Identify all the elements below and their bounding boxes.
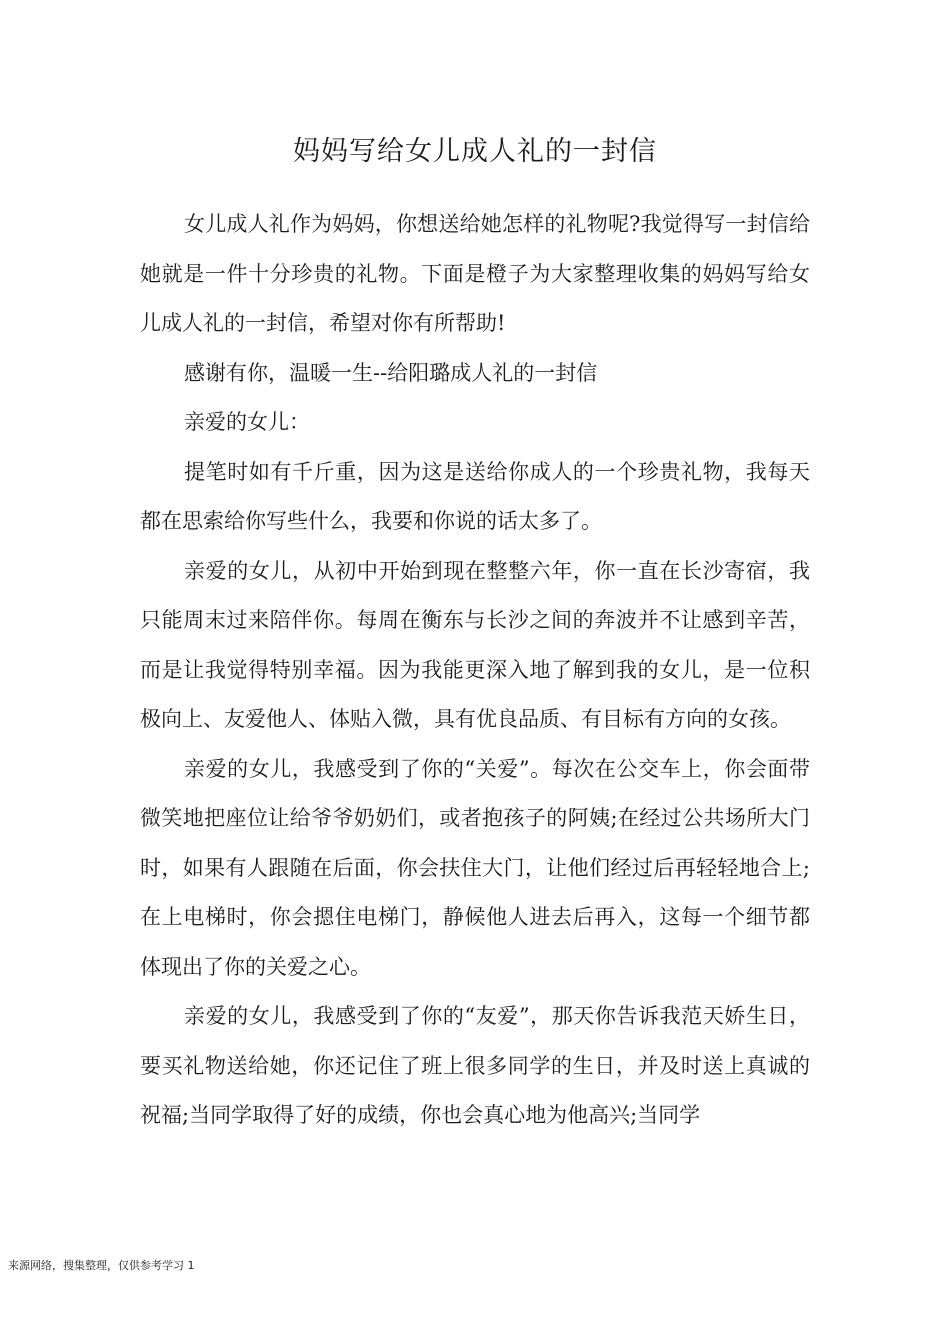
paragraph: 提笔时如有千斤重，因为这是送给你成人的一个珍贵礼物，我每天都在思索给你写些什么，我要和你说的话太多了。 <box>140 459 810 533</box>
paragraph: 亲爱的女儿，我感受到了你的“友爱”，那天你告诉我范天娇生日，要买礼物送给她，你还记住了班上很多同学的生日，并及时送上真诚的祝福;当同学取得了好的成绩，你也会真心地为他高兴;当同学 <box>140 1004 810 1127</box>
paragraph: 亲爱的女儿，我感受到了你的“关爱”。每次在公交车上，你会面带微笑地把座位让给爷爷奶奶们，或者抱孩子的阿姨;在经过公共场所大门时，如果有人跟随在后面，你会扶住大门，让他们经过后再轻轻地合上;在上电梯时，你会摁住电梯门，静候他人进去后再入，这每一个细节都体现出了你的关爱之心。 <box>140 756 810 979</box>
page-footer: 来源网络，搜集整理，仅供参考学习 1 <box>8 1259 195 1272</box>
document-title: 妈妈写给女儿成人礼的一封信 <box>293 136 657 167</box>
paragraph-salutation: 亲爱的女儿： <box>184 410 310 434</box>
paragraph-intro: 女儿成人礼作为妈妈，你想送给她怎样的礼物呢?我觉得写一封信给她就是一件十分珍贵的礼物。下面是橙子为大家整理收集的妈妈写给女儿成人礼的一封信，希望对你有所帮助! <box>140 212 810 335</box>
paragraph: 亲爱的女儿，从初中开始到现在整整六年，你一直在长沙寄宿，我只能周末过来陪伴你。每周在衡东与长沙之间的奔波并不让感到辛苦，而是让我觉得特别幸福。因为我能更深入地了解到我的女儿，是一位积极向上、友爱他人、体贴入微，具有优良品质、有目标有方向的女孩。 <box>140 558 810 731</box>
document-body <box>140 200 810 1141</box>
paragraph-subtitle: 感谢有你，温暖一生--给阳璐成人礼的一封信 <box>184 360 598 385</box>
